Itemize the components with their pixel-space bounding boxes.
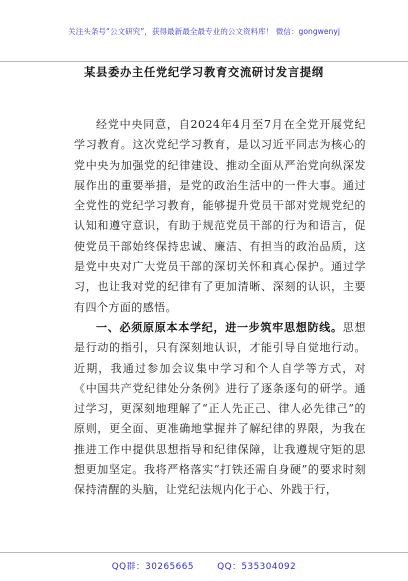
- section-1-body: 思想是行动的指引，只有深刻地认识，才能引导自觉地行动。近期，我通过参加会议集中学习和个人自学等方式，对《中国共产党纪律处分条例》进行了逐条逐句的研学。通过学习，更深刻地理解了“正人先正己、律人必先律己”的原则，更全面、更准确地掌握并了解纪律的界限，为我在推进工作中提供思想指导和纪律保障，让我遵规守矩的思想更加坚定。我将严格落实“打铁还需自身硬”的要求时刻保持清醒的头脑，让党纪法规内化于心、外践于行，: [74, 320, 366, 497]
- qq-group-number: QQ群：30265665: [111, 562, 194, 572]
- banner-text: 关注头条号“公文研究”，获得最新最全最专业的公文资料库！ 微信：gongwenyj: [68, 27, 340, 36]
- intro-paragraph: 经党中央同意，自2024年4月至7月在全党开展党纪学习教育。这次党纪学习教育，是以习近平同志为核心的党中央为加强党的纪律建设、推动全面从严治党向纵深发展作出的重要举措，是党的政治生活中的一件大事。通过全党性的党纪学习教育，能够提升党员干部对党规党纪的认知和遵守意识，有助于规范党员干部的行为和语言，促使党员干部始终保持忠诚、廉洁、有担当的政治品质，这是党中央对广大党员干部的深切关怀和真心保护。通过学习，也让我对党的纪律有了更加清晰、深刻的认识，主要有四个方面的感悟。: [74, 118, 366, 314]
- bottom-footer: [0, 552, 408, 581]
- section-1-heading: 一、必须原原本本学纪，进一步筑牢思想防线。: [96, 320, 343, 334]
- footer-contacts: [0, 559, 408, 572]
- section-1-paragraph: [74, 318, 366, 501]
- top-banner: [0, 0, 408, 62]
- document-body: [74, 115, 366, 501]
- qq-number: QQ：535304092: [217, 562, 297, 572]
- document-title: 某县委办主任党纪学习教育交流研讨发言提纲: [84, 65, 324, 79]
